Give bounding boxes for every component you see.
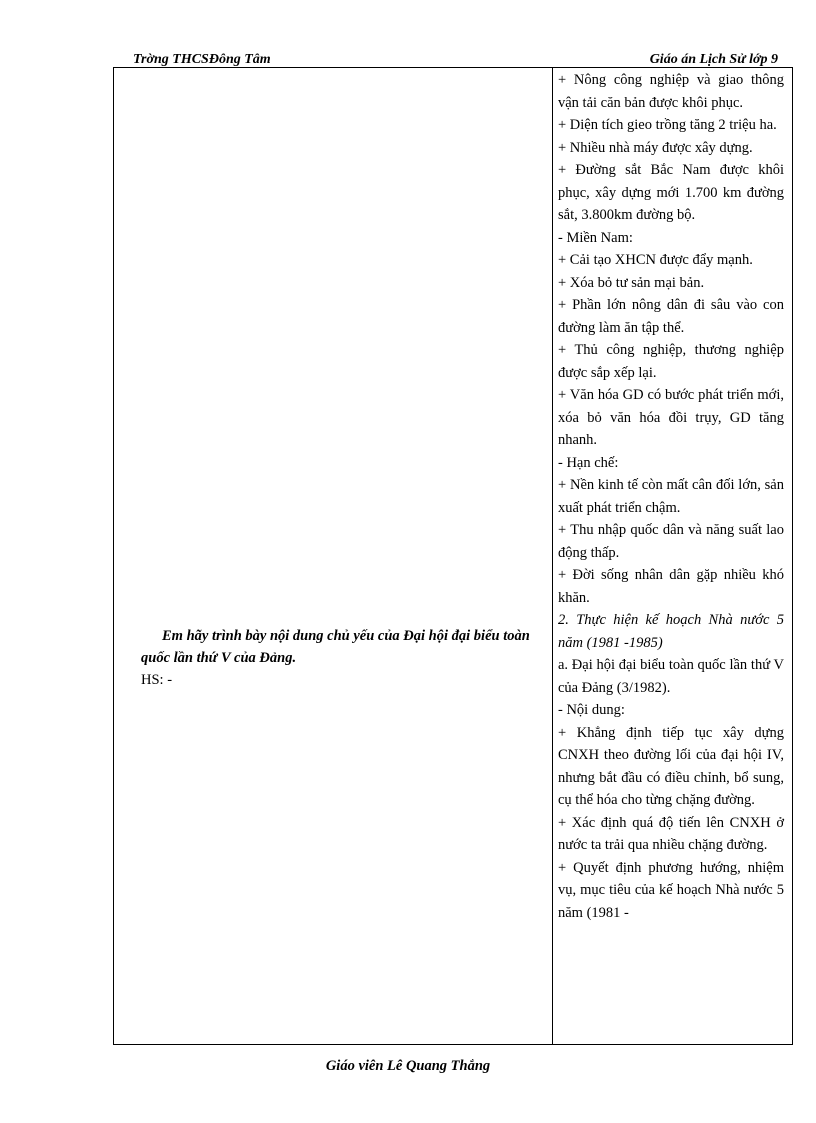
content-line: + Đường sắt Bắc Nam được khôi phục, xây dựng mới 1.700 km đường sắt, 3.800km đường bộ. <box>558 162 784 223</box>
student-answer-label: HS: - <box>141 672 173 688</box>
question-text: Em hãy trình bày nội dung chủ yếu của Đại hội đại biểu toàn quốc lần thứ V của Đảng. <box>141 628 530 666</box>
section-title: 2. Thực hiện kế hoạch Nhà nước 5 năm (1981 -1985) <box>558 612 784 651</box>
content-line: + Thu nhập quốc dân và năng suất lao động thấp. <box>558 522 784 561</box>
lesson-table <box>113 67 793 1045</box>
content-line: + Xác định quá độ tiến lên CNXH ở nước ta trải qua nhiều chặng đường. <box>558 814 784 853</box>
question-block <box>141 625 536 691</box>
content-line: + Quyết định phương hướng, nhiệm vụ, mục tiêu của kế hoạch Nhà nước 5 năm (1981 - <box>558 859 784 921</box>
content-line: + Xóa bỏ tư sản mại bản. <box>558 274 705 291</box>
content-line: + Nền kinh tế còn mất cân đối lớn, sản xuất phát triển chậm. <box>558 477 784 516</box>
content-line: + Đời sống nhân dân gặp nhiều khó khăn. <box>558 567 784 606</box>
teacher-activity-column <box>114 68 552 1044</box>
content-line: + Phần lớn nông dân đi sâu vào con đường làm ăn tập thể. <box>558 297 784 336</box>
content-line: + Khẳng định tiếp tục xây dựng CNXH theo đường lối của đại hội IV, nhưng bắt đầu có điều chỉnh, bổ sung, cụ thể hóa cho từng chặng đường. <box>558 724 784 808</box>
content-line: - Miền Nam: <box>558 229 633 246</box>
page-footer: Giáo viên Lê Quang Thắng <box>325 1058 491 1074</box>
content-line: + Nhiều nhà máy được xây dựng. <box>558 139 753 156</box>
content-column <box>558 69 784 924</box>
subject-title: Giáo án Lịch Sử lớp 9 <box>649 52 778 67</box>
content-line: + Nông công nghiệp và giao thông vận tải căn bản được khôi phục. <box>558 72 784 111</box>
content-line: + Văn hóa GD có bước phát triển mới, xóa bỏ văn hóa đồi trụy, GD tăng nhanh. <box>558 387 784 448</box>
column-divider <box>552 68 553 1044</box>
content-line: + Cải tạo XHCN được đẩy mạnh. <box>558 252 753 268</box>
content-line: - Nội dung: <box>558 702 625 718</box>
content-line: a. Đại hội đại biểu toàn quốc lần thứ V của Đảng (3/1982). <box>558 657 784 696</box>
content-line: + Thủ công nghiệp, thương nghiệp được sắp xếp lại. <box>558 342 784 381</box>
content-line: + Diện tích gieo trồng tăng 2 triệu ha. <box>558 117 777 133</box>
school-name: Trờng THCSĐông Tâm <box>133 52 271 67</box>
content-line: - Hạn chế: <box>558 454 619 471</box>
